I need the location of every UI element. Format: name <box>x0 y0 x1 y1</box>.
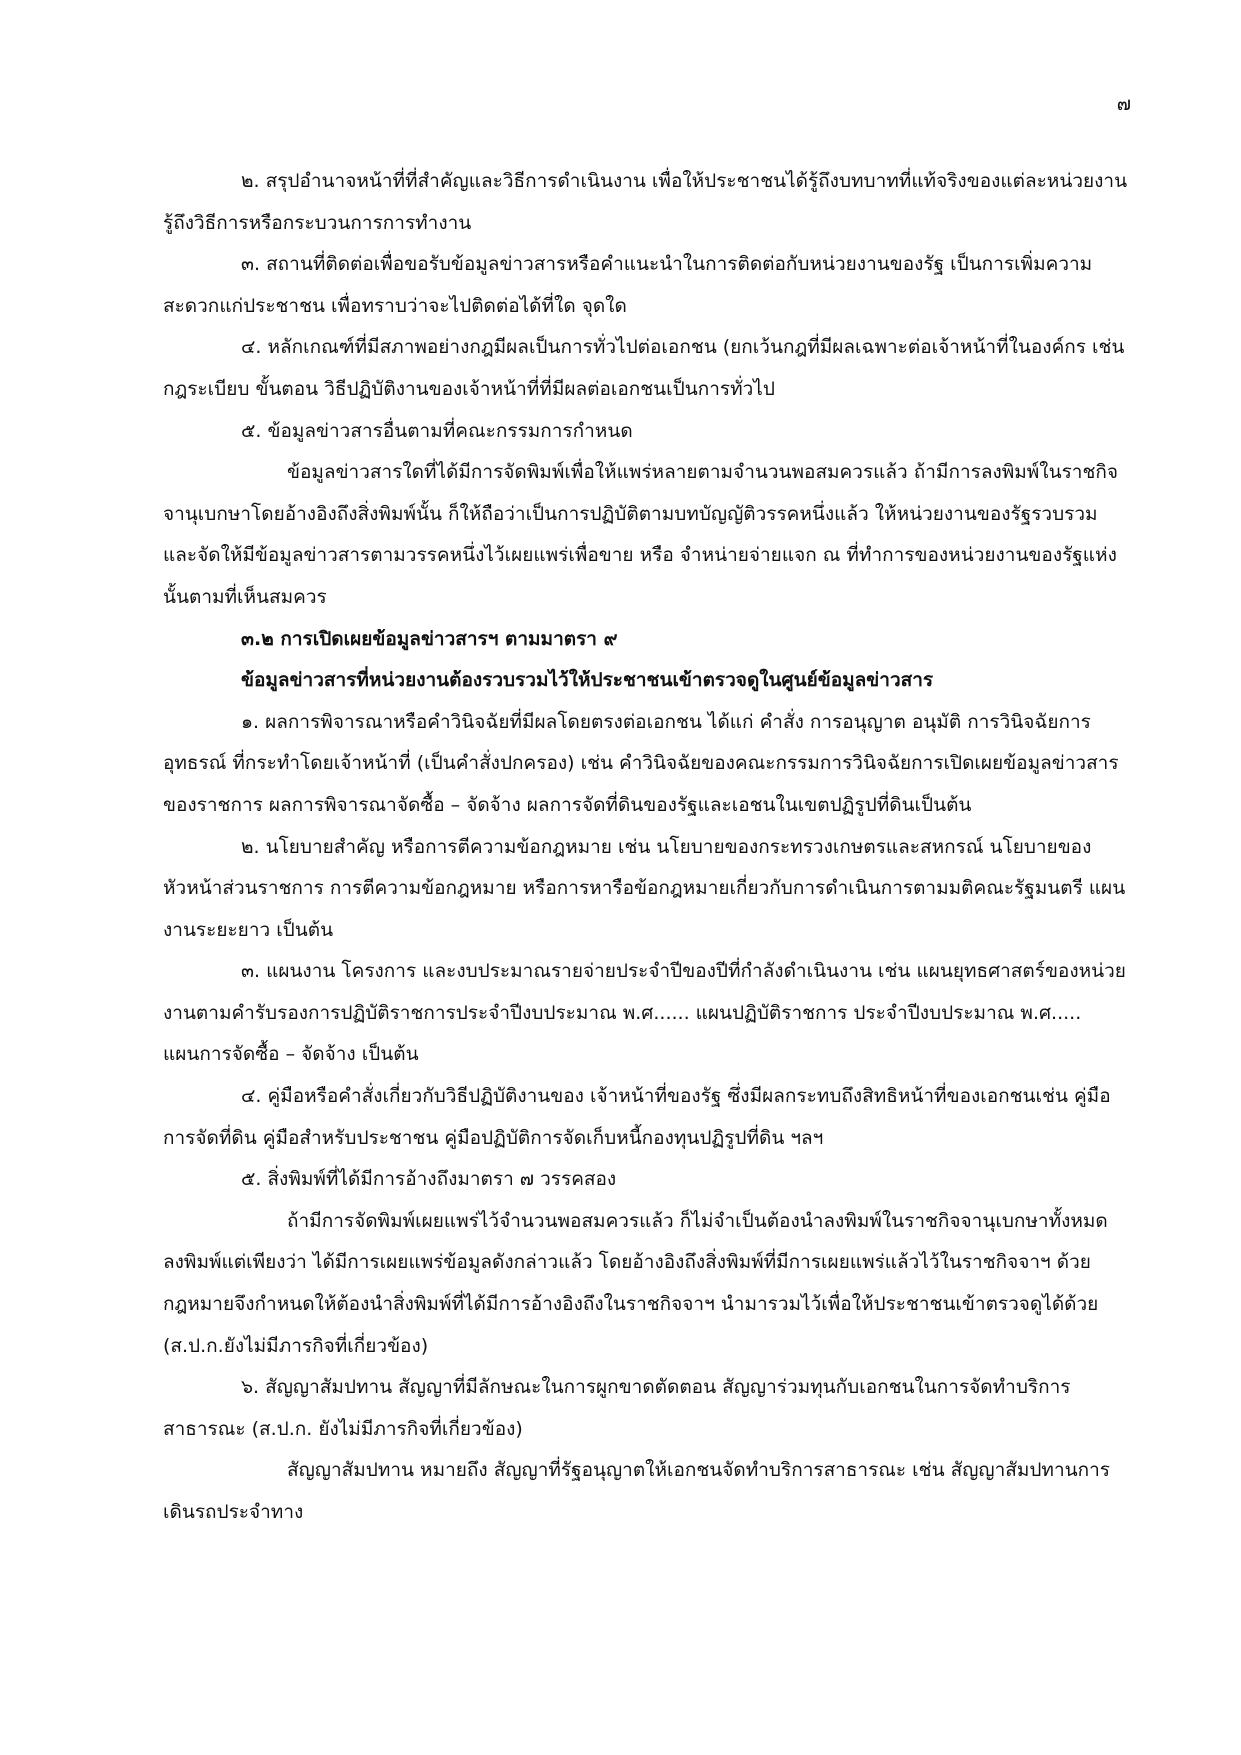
paragraph-sec-item-1: ๑. ผลการพิจารณาหรือคำวินิจฉัยที่มีผลโดยตรงต่อเอกชน ได้แก่ คำสั่ง การอนุญาต อนุมัติ การวินิจฉัยการอุทธรณ์ ที่กระทำโดยเจ้าหน้าที่ (เป็นคำสั่งปกครอง) เช่น คำวินิจฉัยของคณะกรรมการวินิจฉัยการเปิดเผยข้อมูลข่าวสารของราชการ ผลการพิจารณาจัดซื้อ – จัดจ้าง ผลการจัดที่ดินของรัฐและเอชนในเขตปฏิรูปที่ดินเป็นต้น <box>163 710 1119 816</box>
document-body <box>163 161 1133 1534</box>
section-subheading: ข้อมูลข่าวสารที่หน่วยงานต้องรวบรวมไว้ให้ประชาชนเข้าตรวจดูในศูนย์ข้อมูลข่าวสาร <box>241 669 934 692</box>
section-heading: ๓.๒ การเปิดเผยข้อมูลข่าวสารฯ ตามมาตรา ๙ <box>241 627 618 650</box>
paragraph-sec-item-5-detail: ถ้ามีการจัดพิมพ์เผยแพร่ไว้จำนวนพอสมควรแล้ว ก็ไม่จำเป็นต้องนำลงพิมพ์ในราชกิจจานุเบกษาทั้งหมด ลงพิมพ์แต่เพียงว่า ได้มีการเผยแพร่ข้อมูลดังกล่าวแล้ว โดยอ้างอิงถึงสิ่งพิมพ์ที่มีการเผยแพร่แล้วไว้ในราชกิจจาฯ ด้วยกฎหมายจึงกำหนดให้ต้องนำสิ่งพิมพ์ที่ได้มีการอ้างอิงถึงในราชกิจจาฯ นำมารวมไว้เพื่อให้ประชาชนเข้าตรวจดูได้ด้วย (ส.ป.ก.ยังไม่มีภารกิจที่เกี่ยวข้อง) <box>163 1209 1108 1357</box>
paragraph-sec-item-4: ๔. คู่มือหรือคำสั่งเกี่ยวกับวิธีปฏิบัติงานของ เจ้าหน้าที่ของรัฐ ซึ่งมีผลกระทบถึงสิทธิหน้าที่ของเอกชนเช่น คู่มือการจัดที่ดิน คู่มือสำหรับประชาชน คู่มือปฏิบัติการจัดเก็บหนี้กองทุนปฏิรูปที่ดิน ฯลฯ <box>163 1085 1111 1149</box>
paragraph-item-3: ๓. สถานที่ติดต่อเพื่อขอรับข้อมูลข่าวสารหรือคำแนะนำในการติดต่อกับหน่วยงานของรัฐ เป็นการเพิ่มความสะดวกแก่ประชาชน เพื่อทราบว่าจะไปติดต่อได้ที่ใด จุดใด <box>163 253 1093 317</box>
page-number: ๗ <box>1116 93 1131 115</box>
paragraph-sec-item-3: ๓. แผนงาน โครงการ และงบประมาณรายจ่ายประจำปีของปีที่กำลังดำเนินงาน เช่น แผนยุทธศาสตร์ของหน่วยงานตามคำรับรองการปฏิบัติราชการประจำปีงบประมาณ พ.ศ...... แผนปฏิบัติราชการ ประจำปีงบประมาณ พ.ศ..... แผนการจัดซื้อ – จัดจ้าง เป็นต้น <box>163 960 1126 1066</box>
paragraph-sec-item-6: ๖. สัญญาสัมปทาน สัญญาที่มีลักษณะในการผูกขาดตัดตอน สัญญาร่วมทุนกับเอกชนในการจัดทำบริการสาธารณะ (ส.ป.ก. ยังไม่มีภารกิจที่เกี่ยวข้อง) <box>163 1376 1071 1440</box>
paragraph-note: ข้อมูลข่าวสารใดที่ได้มีการจัดพิมพ์เพื่อให้แพร่หลายตามจำนวนพอสมควรแล้ว ถ้ามีการลงพิมพ์ในราชกิจจานุเบกษาโดยอ้างอิงถึงสิ่งพิมพ์นั้น ก็ให้ถือว่าเป็นการปฏิบัติตามบทบัญญัติวรรคหนึ่งแล้ว ให้หน่วยงานของรัฐรวบรวม และจัดให้มีข้อมูลข่าวสารตามวรรคหนึ่งไว้เผยแพร่เพื่อขาย หรือ จำหน่ายจ่ายแจก ณ ที่ทำการของหน่วยงานของรัฐแห่งนั้นตามที่เห็นสมควร <box>163 461 1118 608</box>
paragraph-sec-item-6-detail: สัญญาสัมปทาน หมายถึง สัญญาที่รัฐอนุญาตให้เอกชนจัดทำบริการสาธารณะ เช่น สัญญาสัมปทานการเดินรถประจำทาง <box>163 1459 1110 1523</box>
paragraph-sec-item-2: ๒. นโยบายสำคัญ หรือการตีความข้อกฎหมาย เช่น นโยบายของกระทรวงเกษตรและสหกรณ์ นโยบายของหัวหน้าส่วนราชการ การตีความข้อกฎหมาย หรือการหารือข้อกฎหมายเกี่ยวกับการดำเนินการตามมติคณะรัฐมนตรี แผนงานระยะยาว เป็นต้น <box>163 835 1126 941</box>
paragraph-item-4: ๔. หลักเกณฑ์ที่มีสภาพอย่างกฎมีผลเป็นการทั่วไปต่อเอกชน (ยกเว้นกฎที่มีผลเฉพาะต่อเจ้าหน้าที่ในองค์กร เช่น กฎระเบียบ ขั้นตอน วิธีปฏิบัติงานของเจ้าหน้าที่ที่มีผลต่อเอกชนเป็นการทั่วไป <box>163 336 1125 400</box>
paragraph-item-2: ๒. สรุปอำนาจหน้าที่ที่สำคัญและวิธีการดำเนินงาน เพื่อให้ประชาชนได้รู้ถึงบทบาทที่แท้จริงของแต่ละหน่วยงาน รู้ถึงวิธีการหรือกระบวนการการทำงาน <box>163 170 1128 234</box>
paragraph-sec-item-5: ๕. สิ่งพิมพ์ที่ได้มีการอ้างถึงมาตรา ๗ วรรคสอง <box>241 1168 617 1191</box>
paragraph-item-5: ๕. ข้อมูลข่าวสารอื่นตามที่คณะกรรมการกำหนด <box>241 419 633 442</box>
